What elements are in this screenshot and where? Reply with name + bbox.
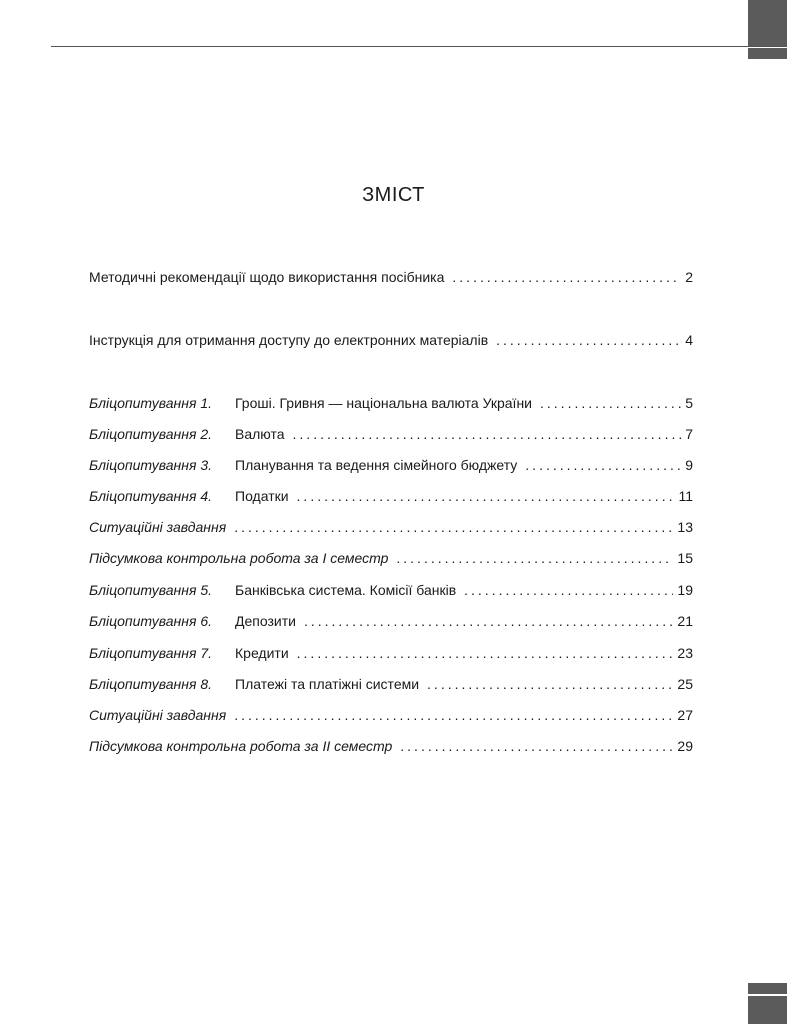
- toc-entry-label: Бліцопитування 6.: [89, 613, 212, 629]
- toc-entry[interactable]: [89, 519, 693, 539]
- toc-entry-text: Кредити: [235, 645, 289, 661]
- toc-entry-text: Банківська система. Комісії банків: [235, 582, 457, 598]
- toc-leader: [234, 707, 673, 723]
- toc-page-number: 25: [677, 676, 693, 692]
- toc-leader: [297, 488, 675, 504]
- toc-entry-label: Бліцопитування 5.: [89, 582, 212, 598]
- toc-entry-label: Підсумкова контрольна робота за І семестр: [89, 550, 389, 566]
- toc-entry-text: Депозити: [235, 613, 296, 629]
- toc-leader: [297, 645, 674, 661]
- toc-entry-label: Підсумкова контрольна робота за ІІ семестр: [89, 738, 393, 754]
- header-rule: [51, 46, 787, 47]
- toc-leader: [496, 332, 681, 348]
- toc-entry-label: Ситуаційні завдання: [89, 519, 227, 535]
- toc-entry[interactable]: [89, 426, 693, 446]
- toc-page-number: 13: [677, 519, 693, 535]
- toc-page-number: 11: [678, 488, 693, 504]
- toc-page-number: 29: [677, 738, 693, 754]
- toc-leader: [400, 738, 673, 754]
- toc-page-number: 27: [677, 707, 693, 723]
- toc-leader: [464, 582, 673, 598]
- toc-entry[interactable]: [89, 676, 693, 696]
- toc-page-number: 21: [677, 613, 693, 629]
- toc-leader: [525, 457, 681, 473]
- toc-page-number: 5: [685, 395, 693, 411]
- toc-leader: [396, 550, 673, 566]
- page-title: ЗМІСТ: [362, 184, 425, 206]
- toc-entry[interactable]: [89, 488, 693, 508]
- toc-entry-label: Бліцопитування 2.: [89, 426, 212, 442]
- toc-entry[interactable]: [89, 645, 693, 665]
- corner-tab-top-strip: [748, 48, 787, 59]
- toc-page-number: 19: [677, 582, 693, 598]
- toc-entry[interactable]: [89, 550, 693, 570]
- toc-entry[interactable]: [89, 332, 693, 352]
- toc-leader: [234, 519, 673, 535]
- toc-entry-label: Бліцопитування 8.: [89, 676, 212, 692]
- toc-entry[interactable]: [89, 269, 693, 289]
- toc-entry-text: Валюта: [235, 426, 285, 442]
- toc-entry[interactable]: [89, 707, 693, 727]
- corner-tab-bottom-strip: [748, 983, 787, 994]
- toc-page-number: 2: [685, 269, 693, 285]
- toc-entry-label: Бліцопитування 7.: [89, 645, 212, 661]
- toc-entry-label: Ситуаційні завдання: [89, 707, 227, 723]
- toc-entry-text: Методичні рекомендації щодо використання посібника: [89, 269, 445, 285]
- toc-entry-label: Бліцопитування 4.: [89, 488, 212, 504]
- toc-entry[interactable]: [89, 738, 693, 758]
- toc-page-number: 4: [685, 332, 693, 348]
- toc-leader: [293, 426, 682, 442]
- toc-entry-text: Гроші. Гривня — національна валюта України: [235, 395, 533, 411]
- toc-entry[interactable]: [89, 395, 693, 415]
- toc-entry-text: Платежі та платіжні системи: [235, 676, 420, 692]
- toc-page-number: 15: [677, 550, 693, 566]
- toc-entry-label: Бліцопитування 3.: [89, 457, 212, 473]
- toc-entry[interactable]: [89, 582, 693, 602]
- toc-page-number: 7: [685, 426, 693, 442]
- toc-page-number: 23: [677, 645, 693, 661]
- toc-entry-text: Податки: [235, 488, 289, 504]
- corner-tab-bottom: [748, 996, 787, 1024]
- corner-tab-top: [748, 0, 787, 46]
- toc-leader: [540, 395, 681, 411]
- toc-entry[interactable]: [89, 457, 693, 477]
- toc-page-number: 9: [685, 457, 693, 473]
- toc-leader: [452, 269, 681, 285]
- toc-leader: [427, 676, 673, 692]
- toc-entry-label: Бліцопитування 1.: [89, 395, 212, 411]
- toc-entry[interactable]: [89, 613, 693, 633]
- toc-entry-text: Інструкція для отримання доступу до електронних матеріалів: [89, 332, 489, 348]
- toc-leader: [304, 613, 673, 629]
- toc-entry-text: Планування та ведення сімейного бюджету: [235, 457, 518, 473]
